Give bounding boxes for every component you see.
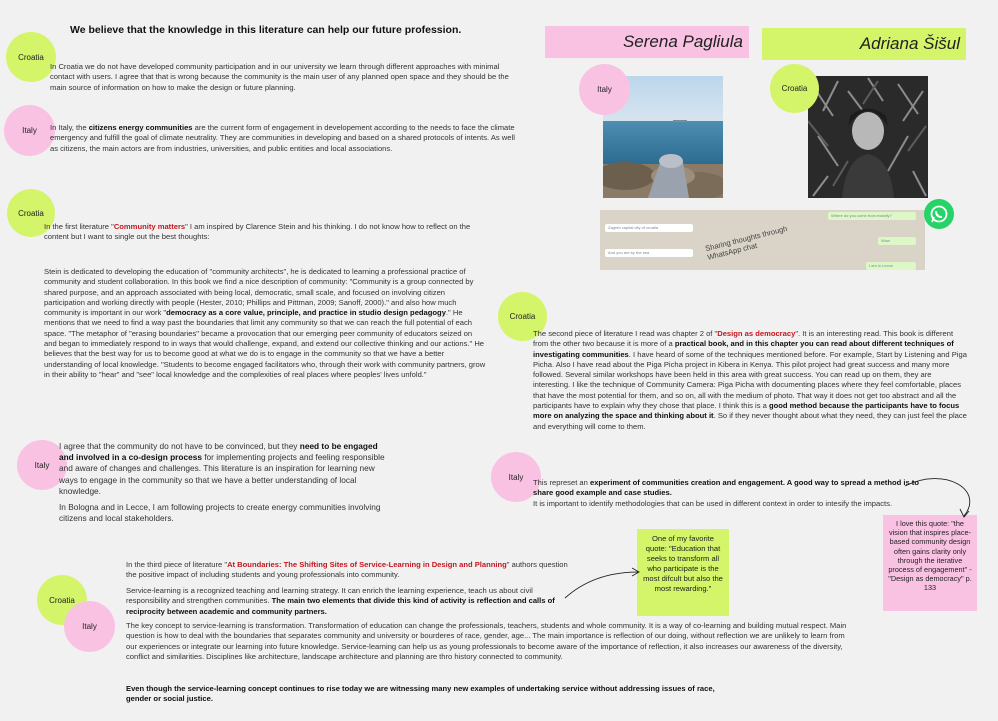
lit2-paragraph: The second piece of literature I read was chapter 2 of "Design as democracy". It is an interesting read. This book is different from the other two because it is more of a practical book, and in this chapter you can read about different techniques of investigating communities. I have heard of some of the techniques mentioned before. For example, Start by Listening and Piga Picha. Also I have read about the Piga Picha project in Kibera in Kenya. This pilot project had great success and many more followed. Several similar workshops have been held in this area with great success. You can read up on them, they are interesting. I like the technique of Community Camera: Piga Picha with documenting places where they feel comfortable, places that have the most potential for them, and so on, all with the medium of photo. That way it does not get too abstract and all the participants have to explain why they chose that place. I think this is a good method because the participants have to focus more on analyzing the space and thinking about it. So if they never thought about what they need, they can just feel the place and everything will come to them. xyxy=(533,329,967,431)
italy-marker: Italy xyxy=(4,105,55,156)
name-adriana: Adriana Šišul xyxy=(859,34,960,53)
lit3-service-learning-paragraph: Service-learning is a recognized teaching and learning strategy. It can enrich the learning experience, teach us about civil responsibility and strengthen communities. The main two elements that divide this kind of activity is reflection and calls of reciprocity between academic and community partners. xyxy=(126,586,555,616)
chat-bubble: Wow xyxy=(878,237,916,245)
sticky-note-green: One of my favorite quote: "Education that seeks to transform all who participate is the most difcult but also the most rewarding." xyxy=(637,529,729,616)
intro-croatia-paragraph: In Croatia we do not have developed community participation and in our university we learn through different approaches with minimal contact with users. I agree that that is wrong because the community is the main user of any planned open space and they should be the main source of information on how to make the design or future planning. xyxy=(50,62,509,92)
chat-bubble: I am in Lecce xyxy=(866,262,916,270)
italy-marker: Italy xyxy=(64,601,115,652)
lit1-title: Community matters xyxy=(113,222,186,231)
intro-italy-paragraph: In Italy, the citizens energy communities are the current form of engagement in developement according to the needs to face the climate emergency and fulfill the goal of climate neutrality. They are communities in developing and based on a shared protocols of intents. As well as citizens, the main actors are from industries, universities, and public entities and local associations. xyxy=(50,123,515,153)
chat-bubble: Where do you come from exactly? xyxy=(828,212,916,220)
croatia-marker: Croatia xyxy=(7,189,55,237)
lit3-intro: In the third piece of literature "At Boundaries: The Shifting Sites of Service-Learning in Design and Planning" authors question the positive impact of including students and young professionals into community. xyxy=(126,560,568,580)
lit3-transformation-paragraph: The key concept to service-learning is transformation. Transformation of education can change the professionals, teachers, students and whole community. It is a way of co-learning and building mutual respect. Main question is how to deal with the boundaries that separates community and university or bourderes of race, gender, age... The main importance is reflection of our doing, without reflection we are unlikely to learn from our experiences or integrate our learning into future knowledge. Service-learning can help us as young professionals to become aware of the importance of reflection, it also increases our awareness of the diversity, conflict and similarities. Disciplines like architecture, landscape architecture and planning are thro history connected to community. xyxy=(126,621,847,661)
page-title: We believe that the knowledge in this literature can help our future profession. xyxy=(70,24,462,36)
lit1-stein-paragraph: Stein is dedicated to developing the education of "community architects", he is dedicated to learning a professional practice of community and student collaboration. In this book we find a nice description of community: "Community is a group connected by shared purpose, and an approach associated with being local, democratic, small scale, and focused on involving citizen participation and working directly with people (Hester, 2010; Phillips and Pittman, 2009; Sanoff, 2000)." and also how much community is important in our work "democracy as a core value, principle, and practice in studio design pedagogy." He mentions that we need to find a way past the boundaries that limit any community so that we can reach the full potential of each space. "The metaphor of "erasing boundaries" became a provocation that our emerging peer community of educators seized on and began to immediately respond to in ways that would challenge, expand, and extend our collective thinking and our actions." He believes that the best way for us to become good at what we do is to engage in the community so that we have a better understanding of local knowledge. "Students to become engaged facilitators who, through their work with community partners, grow in their ability to "hear" and "see" local knowledge and the complexities of real places where peoples' lives unfold." xyxy=(44,267,486,379)
sticky-note-pink: I love this quote: "the vision that inspires place-based community design often gains clarity only through the iterative process of engagement" - "Design as democracy" p. 133 xyxy=(883,515,977,611)
italy-marker: Italy xyxy=(579,64,630,115)
chat-caption: Sharing thoughts through WhatsApp chat xyxy=(704,223,789,262)
lit2-title: Design as democracy xyxy=(717,329,796,338)
croatia-marker: Croatia xyxy=(6,32,56,82)
lit1-italy-reflection: I agree that the community do not have to be convinced, but they need to be engaged and involved in a co-design process for implementing projects and feeling responsible and aware of changes and challenges. This literature is an inspiration for learning new ways to engage in the community so that we have a better understanding of local knowledge. In Bologna and in Lecce, I am following projects to create energy communities involving citizens and local stakeholders. xyxy=(59,441,385,524)
chat-bubble: And you are by the sea xyxy=(605,249,693,257)
lit3-title: At Boundaries: The Shifting Sites of Service-Learning in Design and Planning xyxy=(227,560,507,569)
italy-marker: Italy xyxy=(491,452,541,502)
croatia-marker: Croatia xyxy=(37,575,87,625)
chat-bubble: Zagreb capital city of croatia xyxy=(605,224,693,232)
lit1-intro: In the first literature "Community matters" I am inspired by Clarence Stein and his thinking. I do not know how to reflect on the content but I want to single out the best thoughts: xyxy=(44,222,471,242)
croatia-marker: Croatia xyxy=(770,64,819,113)
name-serena: Serena Pagliula xyxy=(622,32,743,51)
lit3-conclusion: Even though the service-learning concept continues to rise today we are witnessing many new examples of undertaking service without addressing issues of race, gender or social justice. xyxy=(126,684,715,704)
croatia-marker: Croatia xyxy=(498,292,547,341)
italy-marker: Italy xyxy=(17,440,67,490)
lit2-italy-reflection: This represet an experiment of communities creation and engagement. A good way to spread a method is to share good example and case studies. It is important to identify methodologies that can be used in different context in order to intesify the impacts. xyxy=(533,478,919,508)
